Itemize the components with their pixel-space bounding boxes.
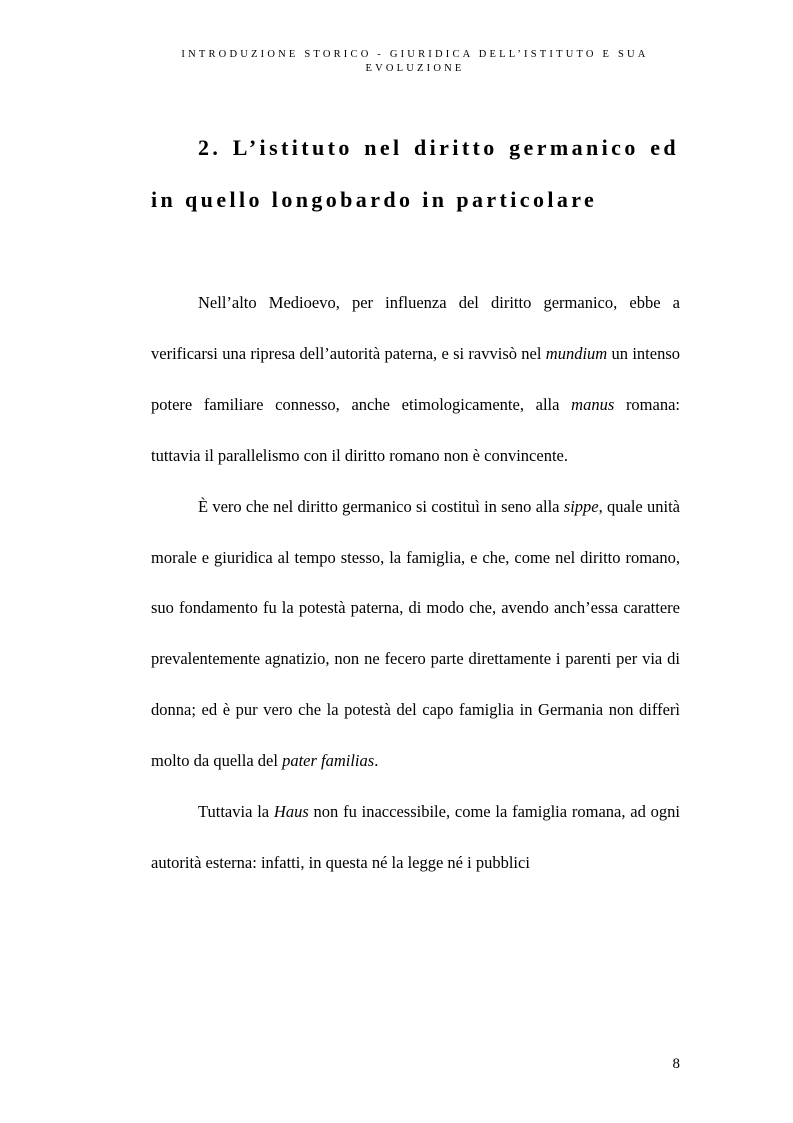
paragraph-3-text-2: non fu inaccessibile, come la famiglia romana, ad ogni autorità esterna: infatti, in questa né la legge né i pubblici [151, 802, 680, 872]
paragraph-2-text-2: , quale unità morale e giuridica al tempo stesso, la famiglia, e che, come nel diritto romano, suo fondamento fu la potestà paterna, di modo che, avendo anch’essa carattere prevalentemente agnatizio, non ne fecero parte direttamente i parenti per via di donna; ed è pur vero che la potestà del capo famiglia in Germania non differì molto da quella del [151, 496, 680, 771]
paragraph-2 [151, 482, 680, 787]
term-manus: manus [571, 394, 615, 414]
term-mundium: mundium [545, 343, 608, 363]
paragraph-1-text-1: Nell’alto Medioevo, per influenza del diritto germanico, ebbe a verificarsi una ripresa dell’autorità paterna, e si ravvisò nel [151, 293, 680, 363]
term-pater-familias: pater familias [282, 751, 375, 771]
term-sippe: sippe [563, 496, 599, 516]
paragraph-1-text-3: romana: tuttavia il parallelismo con il diritto romano non è convincente. [151, 394, 680, 465]
chapter-title: 2. L’istituto nel diritto germanico ed in quello longobardo in particolare [151, 135, 679, 212]
page-number: 8 [672, 1056, 680, 1072]
running-header: INTRODUZIONE STORICO - GIURIDICA DELL’ISTITUTO E SUA EVOLUZIONE [181, 49, 649, 74]
body-text [151, 278, 680, 889]
paragraph-3 [151, 787, 680, 889]
paragraph-2-text-1: È vero che nel diritto germanico si costituì in seno alla [198, 496, 564, 516]
paragraph-1 [151, 278, 680, 482]
paragraph-2-text-3: . [374, 751, 379, 771]
paragraph-3-text-1: Tuttavia la [198, 802, 274, 822]
term-haus: Haus [273, 802, 309, 822]
paragraph-1-text-2: un intenso potere familiare connesso, anche etimologicamente, alla [151, 343, 680, 414]
